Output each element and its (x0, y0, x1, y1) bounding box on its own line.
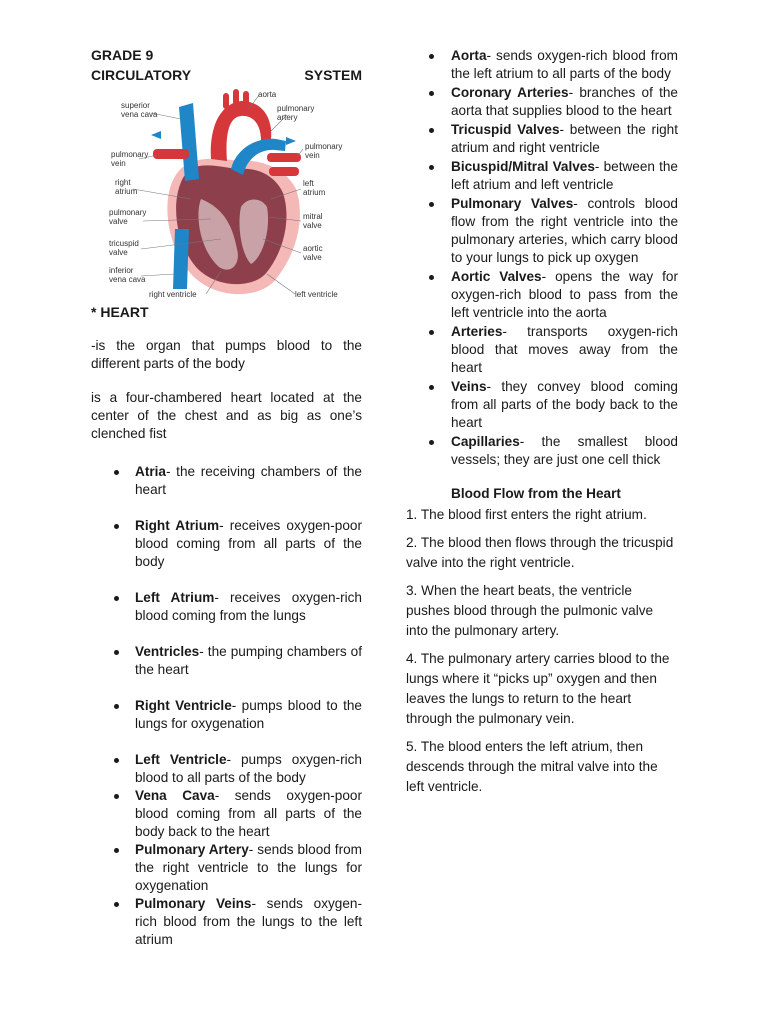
term-description: - between the right atrium and right ventricle (451, 122, 679, 155)
list-item (406, 433, 678, 469)
label-mitral-valve-1: mitral (303, 212, 323, 221)
blood-flow-title: Blood Flow from the Heart (451, 486, 621, 501)
label-superior-vena-cava-1: superior (121, 101, 150, 110)
label-pulmonary-artery-2: artery (277, 113, 298, 122)
left-column (91, 45, 362, 949)
label-inferior-vena-cava-1: inferior (109, 266, 134, 275)
term-label: Atria (135, 464, 166, 479)
label-pulmonary-vein-right-2: vein (305, 151, 320, 160)
term-description: - pumps oxygen-rich blood to all parts of the body (135, 752, 362, 785)
term-description: - branches of the aorta that supplies blood to the heart (451, 85, 678, 118)
list-item (406, 268, 678, 322)
label-aorta: aorta (258, 90, 277, 99)
term-label: Right Ventricle (135, 698, 232, 713)
subject-title (91, 65, 362, 85)
pulmonary-vein-right-shape-2 (269, 167, 299, 176)
list-item (406, 47, 678, 83)
label-left-atrium-1: left (303, 179, 314, 188)
label-right-atrium-1: right (115, 178, 131, 187)
list-item (91, 841, 362, 895)
term-label: Right Atrium (135, 518, 220, 533)
list-item (406, 195, 678, 267)
label-pulmonary-vein-left-1: pulmonary (111, 150, 149, 159)
right-column (406, 47, 678, 797)
label-tricuspid-valve-1: tricuspid (109, 239, 139, 248)
aorta-branch-3 (243, 91, 249, 107)
term-label: Veins (451, 379, 487, 394)
aorta-branch-2 (233, 89, 239, 105)
pulmonary-vein-right-shape (267, 153, 301, 162)
label-inferior-vena-cava-2: vena cava (109, 275, 146, 284)
term-description: - receives oxygen-poor blood coming from all parts of the body (135, 518, 362, 569)
term-label: Aorta (451, 48, 487, 63)
list-item (406, 84, 678, 120)
heart-diagram (91, 89, 362, 301)
term-description: - opens the way for oxygen-rich blood to pass from the left ventricle into the aorta (451, 269, 679, 320)
label-aortic-valve-1: aortic (303, 244, 323, 253)
label-superior-vena-cava-2: vena cava (121, 110, 158, 119)
label-tricuspid-valve-2: valve (109, 248, 128, 257)
term-description: - sends oxygen-rich blood from the left atrium to all parts of the body (451, 48, 678, 81)
term-description: - transports oxygen-rich blood that moves away from the heart (451, 324, 678, 375)
label-pulmonary-vein-right-1: pulmonary (305, 142, 343, 151)
list-item (406, 121, 678, 157)
term-label: Aortic Valves (451, 269, 542, 284)
term-label: Vena Cava (135, 788, 215, 803)
term-label: Coronary Arteries (451, 85, 569, 100)
term-description: - the receiving chambers of the heart (135, 464, 362, 497)
term-label: Left Atrium (135, 590, 215, 605)
term-description: - between the left atrium and left ventricle (451, 159, 678, 192)
label-pulmonary-valve-1: pulmonary (109, 208, 147, 217)
heart-section-title: * HEART (91, 304, 149, 320)
list-item (91, 751, 362, 787)
term-description: - sends oxygen-rich blood from the lungs to the left atrium (135, 896, 363, 947)
blood-flow-step: 5. The blood enters the left atrium, then descends through the mitral valve into the left ventricle. (406, 739, 658, 794)
blood-flow-step: 4. The pulmonary artery carries blood to the lungs where it “picks up” oxygen and then leaves the lungs to return to the heart through the pulmonary vein. (406, 651, 670, 726)
label-aortic-valve-2: valve (303, 253, 322, 262)
list-item (91, 517, 362, 571)
right-term-list (406, 47, 678, 469)
term-description: - sends blood from the right ventricle to the lungs for oxygenation (135, 842, 362, 893)
blood-flow-step: 1. The blood first enters the right atrium. (406, 507, 647, 522)
heart-description: is a four-chambered heart located at the center of the chest and as big as one’s clenched fist (91, 390, 362, 441)
label-left-ventricle: left ventricle (295, 290, 338, 299)
term-label: Bicuspid/Mitral Valves (451, 159, 595, 174)
term-description: - the smallest blood vessels; they are just one cell thick (451, 434, 678, 467)
label-pulmonary-vein-left-2: vein (111, 159, 126, 168)
label-right-atrium-2: atrium (115, 187, 138, 196)
list-item (91, 895, 362, 949)
aorta-branch-1 (223, 93, 229, 109)
term-label: Pulmonary Valves (451, 196, 574, 211)
list-item (406, 323, 678, 377)
list-item (91, 463, 362, 499)
left-term-list (91, 463, 362, 949)
label-left-atrium-2: atrium (303, 188, 326, 197)
grade-title: GRADE 9 (91, 47, 154, 63)
label-right-ventricle: right ventricle (149, 290, 197, 299)
arrow-right-icon (286, 137, 296, 145)
term-label: Ventricles (135, 644, 200, 659)
pulmonary-vein-left-shape (153, 149, 189, 159)
list-item (91, 697, 362, 733)
subject-title-left: CIRCULATORY (91, 67, 192, 83)
term-label: Capillaries (451, 434, 520, 449)
term-label: Pulmonary Artery (135, 842, 249, 857)
term-description: - sends oxygen-poor blood coming from all parts of the body back to the heart (135, 788, 362, 839)
term-label: Pulmonary Veins (135, 896, 252, 911)
term-description: - the pumping chambers of the heart (135, 644, 362, 677)
list-item (91, 643, 362, 679)
label-pulmonary-valve-2: valve (109, 217, 128, 226)
list-item (406, 158, 678, 194)
list-item (91, 787, 362, 841)
term-description: - receives oxygen-rich blood coming from the lungs (135, 590, 362, 623)
arrow-left-icon (151, 131, 161, 139)
term-description: - controls blood flow from the right ventricle into the pulmonary arteries, which carry blood to your lungs to pick up oxygen (451, 196, 678, 265)
blood-flow-step: 2. The blood then flows through the tricuspid valve into the right ventricle. (406, 535, 674, 570)
list-item (406, 378, 678, 432)
term-label: Left Ventricle (135, 752, 227, 767)
blood-flow-step: 3. When the heart beats, the ventricle pushes blood through the pulmonic valve into the pulmonary artery. (406, 583, 654, 638)
term-label: Tricuspid Valves (451, 122, 560, 137)
label-mitral-valve-2: valve (303, 221, 322, 230)
subject-title-right: SYSTEM (304, 67, 362, 83)
heart-illustration (91, 89, 362, 301)
term-description: - they convey blood coming from all parts of the body back to the heart (451, 379, 678, 430)
term-label: Arteries (451, 324, 503, 339)
term-description: - pumps blood to the lungs for oxygenation (135, 698, 362, 731)
label-pulmonary-artery-1: pulmonary (277, 104, 315, 113)
list-item (91, 589, 362, 625)
heart-definition: -is the organ that pumps blood to the different parts of the body (91, 338, 362, 371)
